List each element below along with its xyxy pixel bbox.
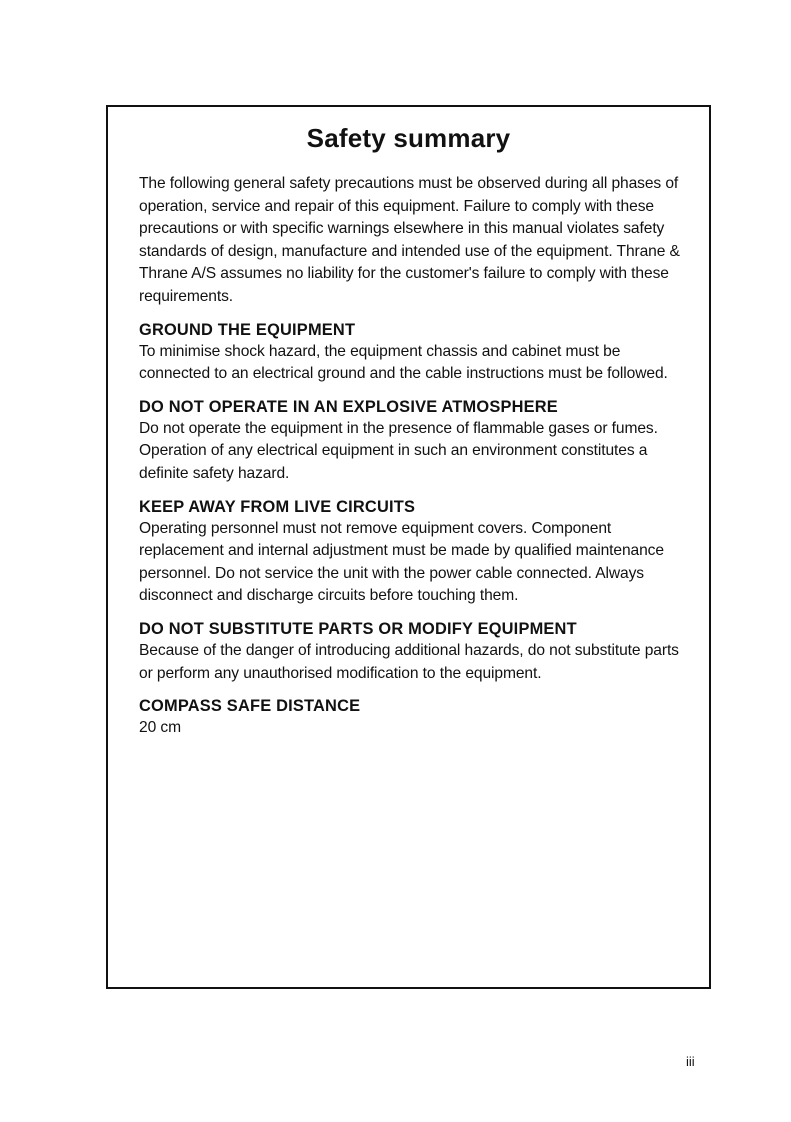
section-substitute-parts <box>139 618 691 685</box>
intro-paragraph: The following general safety precautions must be observed during all phases of operation, service and repair of this equipment. Failure to comply with these precautions or with specific warnings elsewhere in this manual violates safety standards of design, manufacture and intended use of the equipment. Thrane & Thrane A/S assumes no liability for the customer's failure to comply with these requirements. <box>139 175 680 305</box>
section-heading: COMPASS SAFE DISTANCE <box>139 697 361 716</box>
section-heading: DO NOT OPERATE IN AN EXPLOSIVE ATMOSPHERE <box>139 397 558 416</box>
page-number: iii <box>686 1054 695 1069</box>
section-ground-equipment <box>139 319 691 386</box>
safety-summary-box <box>106 105 711 989</box>
section-explosive-atmosphere <box>139 396 691 486</box>
section-heading: GROUND THE EQUIPMENT <box>139 320 356 339</box>
section-heading: KEEP AWAY FROM LIVE CIRCUITS <box>139 497 416 516</box>
section-live-circuits <box>139 496 691 608</box>
section-body: Operating personnel must not remove equipment covers. Component replacement and internal adjustment must be made by qualified maintenance personnel. Do not service the unit with the power cable connected. Always disconnect and discharge circuits before touching them. <box>139 519 664 605</box>
page-title: Safety summary <box>306 123 511 153</box>
section-body: Because of the danger of introducing additional hazards, do not substitute parts or perform any unauthorised modification to the equipment. <box>139 641 679 682</box>
section-body: 20 cm <box>139 719 181 737</box>
safety-content <box>139 173 691 740</box>
section-body: Do not operate the equipment in the presence of flammable gases or fumes. Operation of any electrical equipment in such an environment constitutes a definite safety hazard. <box>139 419 658 482</box>
section-compass-safe-distance <box>139 695 691 740</box>
section-body: To minimise shock hazard, the equipment chassis and cabinet must be connected to an electrical ground and the cable instructions must be followed. <box>139 342 668 383</box>
section-heading: DO NOT SUBSTITUTE PARTS OR MODIFY EQUIPMENT <box>139 619 577 638</box>
